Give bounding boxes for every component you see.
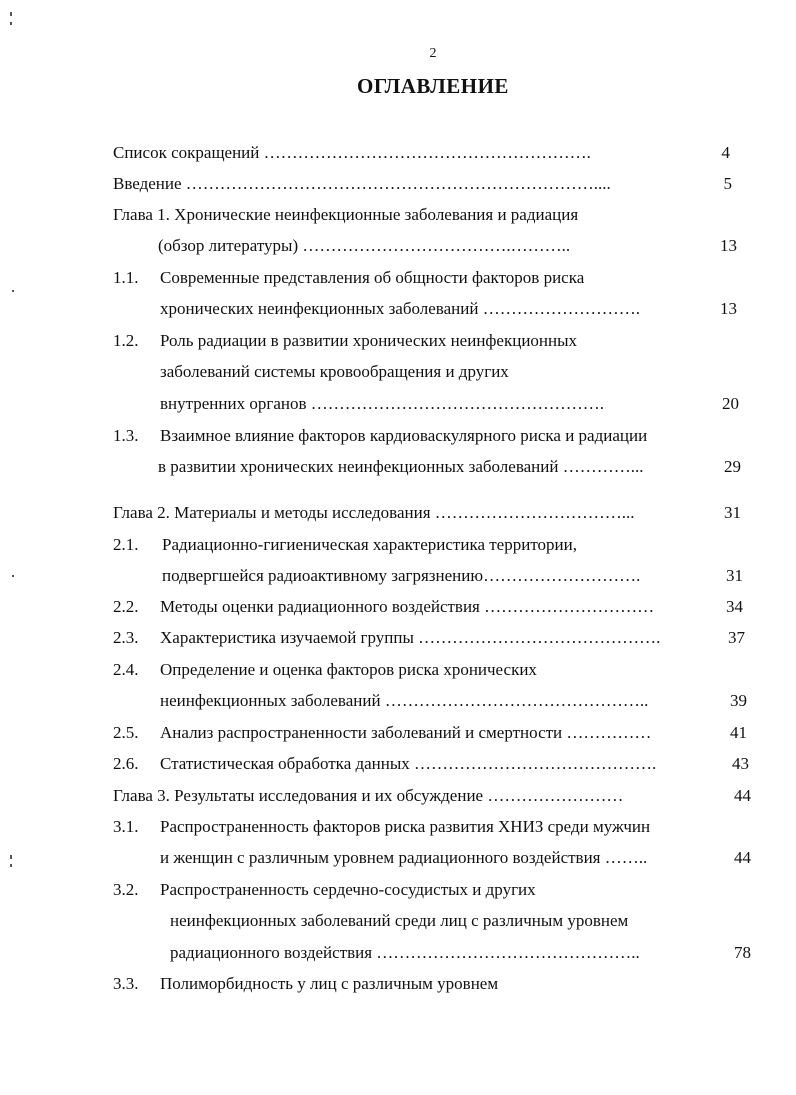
- page-number: 2: [429, 46, 437, 61]
- toc-entry-text: неинфекционных заболеваний ………………………………………..: [160, 691, 649, 710]
- toc-entry-text: Методы оценки радиационного воздействия …………………………: [160, 597, 655, 616]
- scan-mark: [12, 290, 14, 292]
- toc-entry-page: 20: [722, 394, 739, 413]
- toc-entry-number: 1.2.: [113, 331, 139, 350]
- toc-entry-number: 2.5.: [113, 723, 139, 742]
- toc-entry-page: 78: [734, 943, 751, 962]
- toc-entry-text: Определение и оценка факторов риска хронических: [160, 660, 537, 679]
- toc-entry-text: Распространенность сердечно-сосудистых и других: [160, 880, 536, 899]
- toc-entry-text: радиационного воздействия ………………………………………..: [170, 943, 640, 962]
- toc-entry-text: Глава 2. Материалы и методы исследования ……………………………...: [113, 503, 635, 522]
- toc-entry-page: 41: [730, 723, 747, 742]
- toc-entry-text: (обзор литературы) ……………………………….………..: [158, 236, 571, 255]
- toc-entry-text: Радиационно-гигиеническая характеристика территории,: [162, 535, 577, 554]
- toc-entry-number: 1.1.: [113, 268, 139, 287]
- toc-entry-page: 13: [720, 236, 737, 255]
- toc-entry-text: заболеваний системы кровообращения и других: [160, 362, 509, 381]
- toc-entry-page: 31: [724, 503, 741, 522]
- toc-entry-text: внутренних органов …………………………………………….: [160, 394, 604, 413]
- toc-entry-text: и женщин с различным уровнем радиационного воздействия ……..: [160, 848, 648, 867]
- toc-entry-text: Анализ распространенности заболеваний и смертности ……………: [160, 723, 652, 742]
- toc-entry-number: 2.3.: [113, 628, 139, 647]
- toc-entry-page: 5: [723, 174, 732, 193]
- toc-entry-number: 3.1.: [113, 817, 139, 836]
- scan-mark: [10, 855, 12, 859]
- toc-entry-text: Роль радиации в развитии хронических неинфекционных: [160, 331, 578, 350]
- toc-title: ОГЛАВЛЕНИЕ: [357, 74, 509, 98]
- toc-entry-text: неинфекционных заболеваний среди лиц с различным уровнем: [170, 911, 629, 930]
- toc-entry-page: 37: [728, 628, 745, 647]
- toc-entry-number: 3.2.: [113, 880, 139, 899]
- toc-entry-page: 34: [726, 597, 743, 616]
- toc-entry-text: Глава 3. Результаты исследования и их обсуждение ……………………: [113, 786, 624, 805]
- toc-entry-text: Современные представления об общности факторов риска: [160, 268, 585, 287]
- scan-mark: [10, 12, 12, 16]
- scan-mark: [10, 864, 12, 867]
- toc-entry-text: Характеристика изучаемой группы …………………………………….: [160, 628, 661, 647]
- toc-entry-text: Введение ………………………………………………………………....: [113, 174, 611, 193]
- toc-entry-page: 4: [721, 143, 730, 162]
- toc-entry-page: 39: [730, 691, 747, 710]
- scan-mark: [12, 575, 14, 577]
- toc-entry-page: 44: [734, 848, 751, 867]
- toc-entry-page: 44: [734, 786, 751, 805]
- toc-entry-number: 1.3.: [113, 426, 139, 445]
- toc-entry-page: 13: [720, 299, 737, 318]
- scan-mark: [10, 22, 12, 25]
- toc-entry-text: хронических неинфекционных заболеваний ……………………….: [160, 299, 640, 318]
- toc-entry-number: 2.2.: [113, 597, 139, 616]
- toc-entry-text: в развитии хронических неинфекционных заболеваний …………...: [158, 457, 644, 476]
- toc-entry-text: Полиморбидность у лиц с различным уровнем: [160, 974, 499, 993]
- toc-entry-number: 2.4.: [113, 660, 139, 679]
- toc-entry-page: 43: [732, 754, 749, 773]
- toc-entry-number: 2.1.: [113, 535, 139, 554]
- toc-entry-page: 29: [724, 457, 741, 476]
- toc-entry-text: подвергшейся радиоактивному загрязнению……………………….: [162, 566, 641, 585]
- toc-entry-text: Взаимное влияние факторов кардиоваскулярного риска и радиации: [160, 426, 648, 445]
- toc-entry-text: Статистическая обработка данных …………………………………….: [160, 754, 657, 773]
- toc-entry-text: Список сокращений ………………………………………………….: [113, 143, 591, 162]
- toc-entry-text: Распространенность факторов риска развития ХНИЗ среди мужчин: [160, 817, 651, 836]
- toc-entry-number: 2.6.: [113, 754, 139, 773]
- toc-entry-page: 31: [726, 566, 743, 585]
- toc-entry-text: Глава 1. Хронические неинфекционные заболевания и радиация: [113, 205, 579, 224]
- toc-entry-number: 3.3.: [113, 974, 139, 993]
